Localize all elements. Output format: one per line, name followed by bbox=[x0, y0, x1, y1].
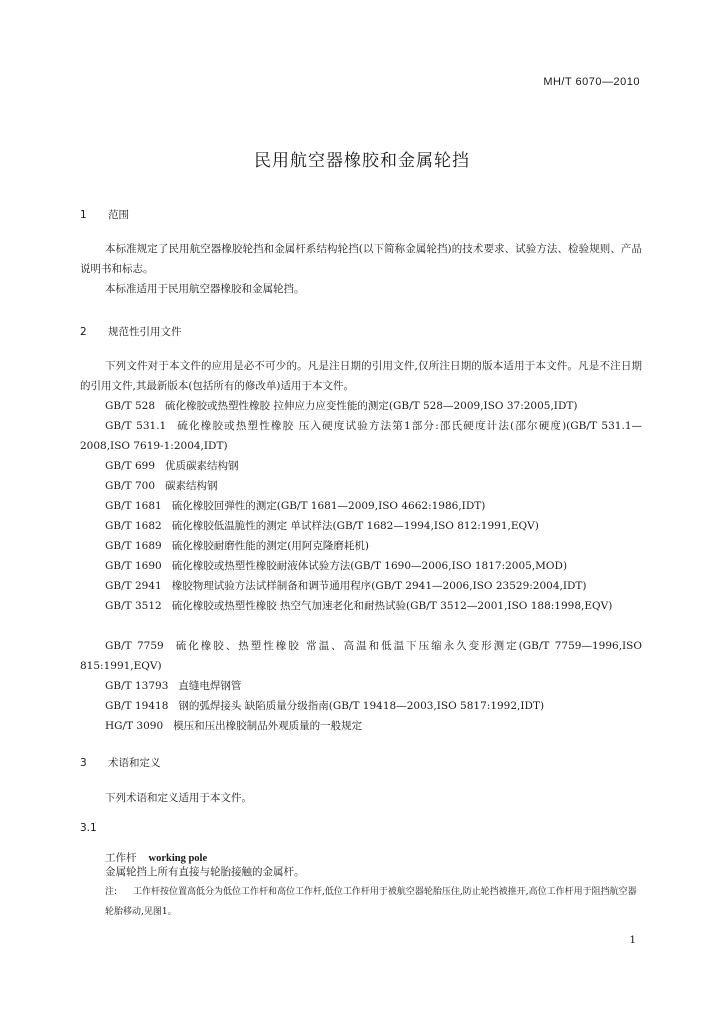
section-1-heading bbox=[80, 207, 129, 222]
reference-entry bbox=[80, 416, 642, 456]
reference-title: 硫化橡胶或热塑性橡胶耐液体试验方法(GB/T 1690—2006,ISO 1817:2005,MOD) bbox=[171, 560, 568, 572]
section-number: 2 bbox=[80, 326, 87, 338]
section-number: 3 bbox=[80, 757, 87, 769]
reference-entry bbox=[80, 396, 642, 416]
reference-code: GB/T 7759 bbox=[105, 640, 164, 652]
reference-title: 碳素结构钢 bbox=[165, 480, 218, 492]
reference-code: GB/T 700 bbox=[105, 480, 156, 492]
reference-code: GB/T 1681 bbox=[105, 500, 162, 512]
reference-code: GB/T 1690 bbox=[105, 560, 162, 572]
reference-title: 硫化橡胶回弹性的测定(GB/T 1681—2009,ISO 4662:1986,IDT) bbox=[171, 500, 486, 512]
reference-code: GB/T 2941 bbox=[105, 580, 162, 592]
reference-entry bbox=[80, 576, 642, 596]
reference-title: 优质碳素结构钢 bbox=[165, 460, 239, 472]
reference-title: 模压和压出橡胶制品外观质量的一般规定 bbox=[173, 720, 363, 732]
reference-entry bbox=[80, 636, 642, 676]
subclause-number: 3.1 bbox=[80, 822, 97, 834]
scope-paragraph-1: 本标准规定了民用航空器橡胶轮挡和金属杆系结构轮挡(以下简称金属轮挡)的技术要求、试验方法、检验规则、产品说明书和标志。 bbox=[80, 243, 642, 275]
reference-entry bbox=[80, 516, 642, 536]
reference-title: 硫化橡胶低温脆性的测定 单试样法(GB/T 1682—1994,ISO 812:1991,EQV) bbox=[171, 520, 539, 532]
reference-code: GB/T 528 bbox=[105, 400, 156, 412]
references-intro: 下列文件对于本文件的应用是必不可少的。凡是注日期的引用文件,仅所注日期的版本适用于本文件。凡是不注日期的引用文件,其最新版本(包括所有的修改单)适用于本文件。 bbox=[80, 360, 642, 392]
section-number: 1 bbox=[80, 209, 87, 221]
reference-title: 钢的弧焊接头 缺陷质量分级指南(GB/T 19418—2003,ISO 5817:1992,IDT) bbox=[178, 700, 545, 712]
reference-code: HG/T 3090 bbox=[105, 720, 164, 732]
reference-code: GB/T 19418 bbox=[105, 700, 169, 712]
note-label: 注: bbox=[105, 887, 118, 897]
reference-code: GB/T 1689 bbox=[105, 540, 162, 552]
reference-entry bbox=[80, 556, 642, 576]
reference-title: 橡胶物理试验方法试样制备和调节通用程序(GB/T 2941—2006,ISO 23529:2004,IDT) bbox=[171, 580, 587, 592]
reference-title: 硫化橡胶耐磨性能的测定(用阿克隆磨耗机) bbox=[171, 540, 369, 552]
reference-entry bbox=[80, 476, 642, 496]
section-2-heading bbox=[80, 324, 182, 339]
reference-code: GB/T 1682 bbox=[105, 520, 162, 532]
reference-title: 硫化橡胶、热塑性橡胶 常温、高温和低温下压缩永久变形测定(GB/T 7759—1996,ISO 815:1991,EQV) bbox=[80, 640, 642, 672]
note-text: 工作杆按位置高低分为低位工作杆和高位工作杆,低位工作杆用于被航空器轮胎压住,防止轮挡被推开,高位工作杆用于阻挡航空器轮胎移动,见图1。 bbox=[105, 887, 637, 917]
term-definition: 金属轮挡上所有直接与轮胎接触的金属杆。 bbox=[105, 866, 305, 878]
section-title: 规范性引用文件 bbox=[108, 326, 182, 338]
reference-entry bbox=[80, 696, 642, 716]
page-number: 1 bbox=[629, 934, 636, 946]
reference-title: 硫化橡胶或热塑性橡胶 拉伸应力应变性能的测定(GB/T 528—2009,ISO 37:2005,IDT) bbox=[165, 400, 578, 412]
term-note bbox=[105, 882, 643, 922]
reference-title: 硫化橡胶或热塑性橡胶 热空气加速老化和耐热试验(GB/T 3512—2001,ISO 188:1998,EQV) bbox=[171, 600, 613, 612]
reference-code: GB/T 13793 bbox=[105, 680, 169, 692]
scope-paragraph-2: 本标准适用于民用航空器橡胶和金属轮挡。 bbox=[105, 283, 305, 295]
reference-title: 硫化橡胶或热塑性橡胶 压入硬度试验方法第1部分:邵氏硬度计法(邵尔硬度)(GB/T 531.1—2008,ISO 7619-1:2004,IDT) bbox=[80, 420, 642, 452]
standard-number: MH/T 6070—2010 bbox=[543, 76, 640, 88]
reference-code: GB/T 699 bbox=[105, 460, 156, 472]
reference-entry bbox=[80, 596, 642, 616]
reference-code: GB/T 531.1 bbox=[105, 420, 167, 432]
term-english: working pole bbox=[148, 853, 208, 864]
term-chinese: 工作杆 bbox=[105, 852, 137, 864]
section-title: 范围 bbox=[108, 209, 129, 221]
reference-title: 直缝电焊钢管 bbox=[178, 680, 242, 692]
reference-entry bbox=[80, 716, 642, 736]
section-title: 术语和定义 bbox=[108, 757, 161, 769]
section-3-heading bbox=[80, 755, 161, 770]
reference-entry bbox=[80, 456, 642, 476]
document-title: 民用航空器橡胶和金属轮挡 bbox=[254, 151, 470, 171]
reference-entry bbox=[80, 496, 642, 516]
terms-intro: 下列术语和定义适用于本文件。 bbox=[105, 792, 252, 804]
reference-entry bbox=[80, 676, 642, 696]
reference-entry bbox=[80, 536, 642, 556]
reference-code: GB/T 3512 bbox=[105, 600, 162, 612]
